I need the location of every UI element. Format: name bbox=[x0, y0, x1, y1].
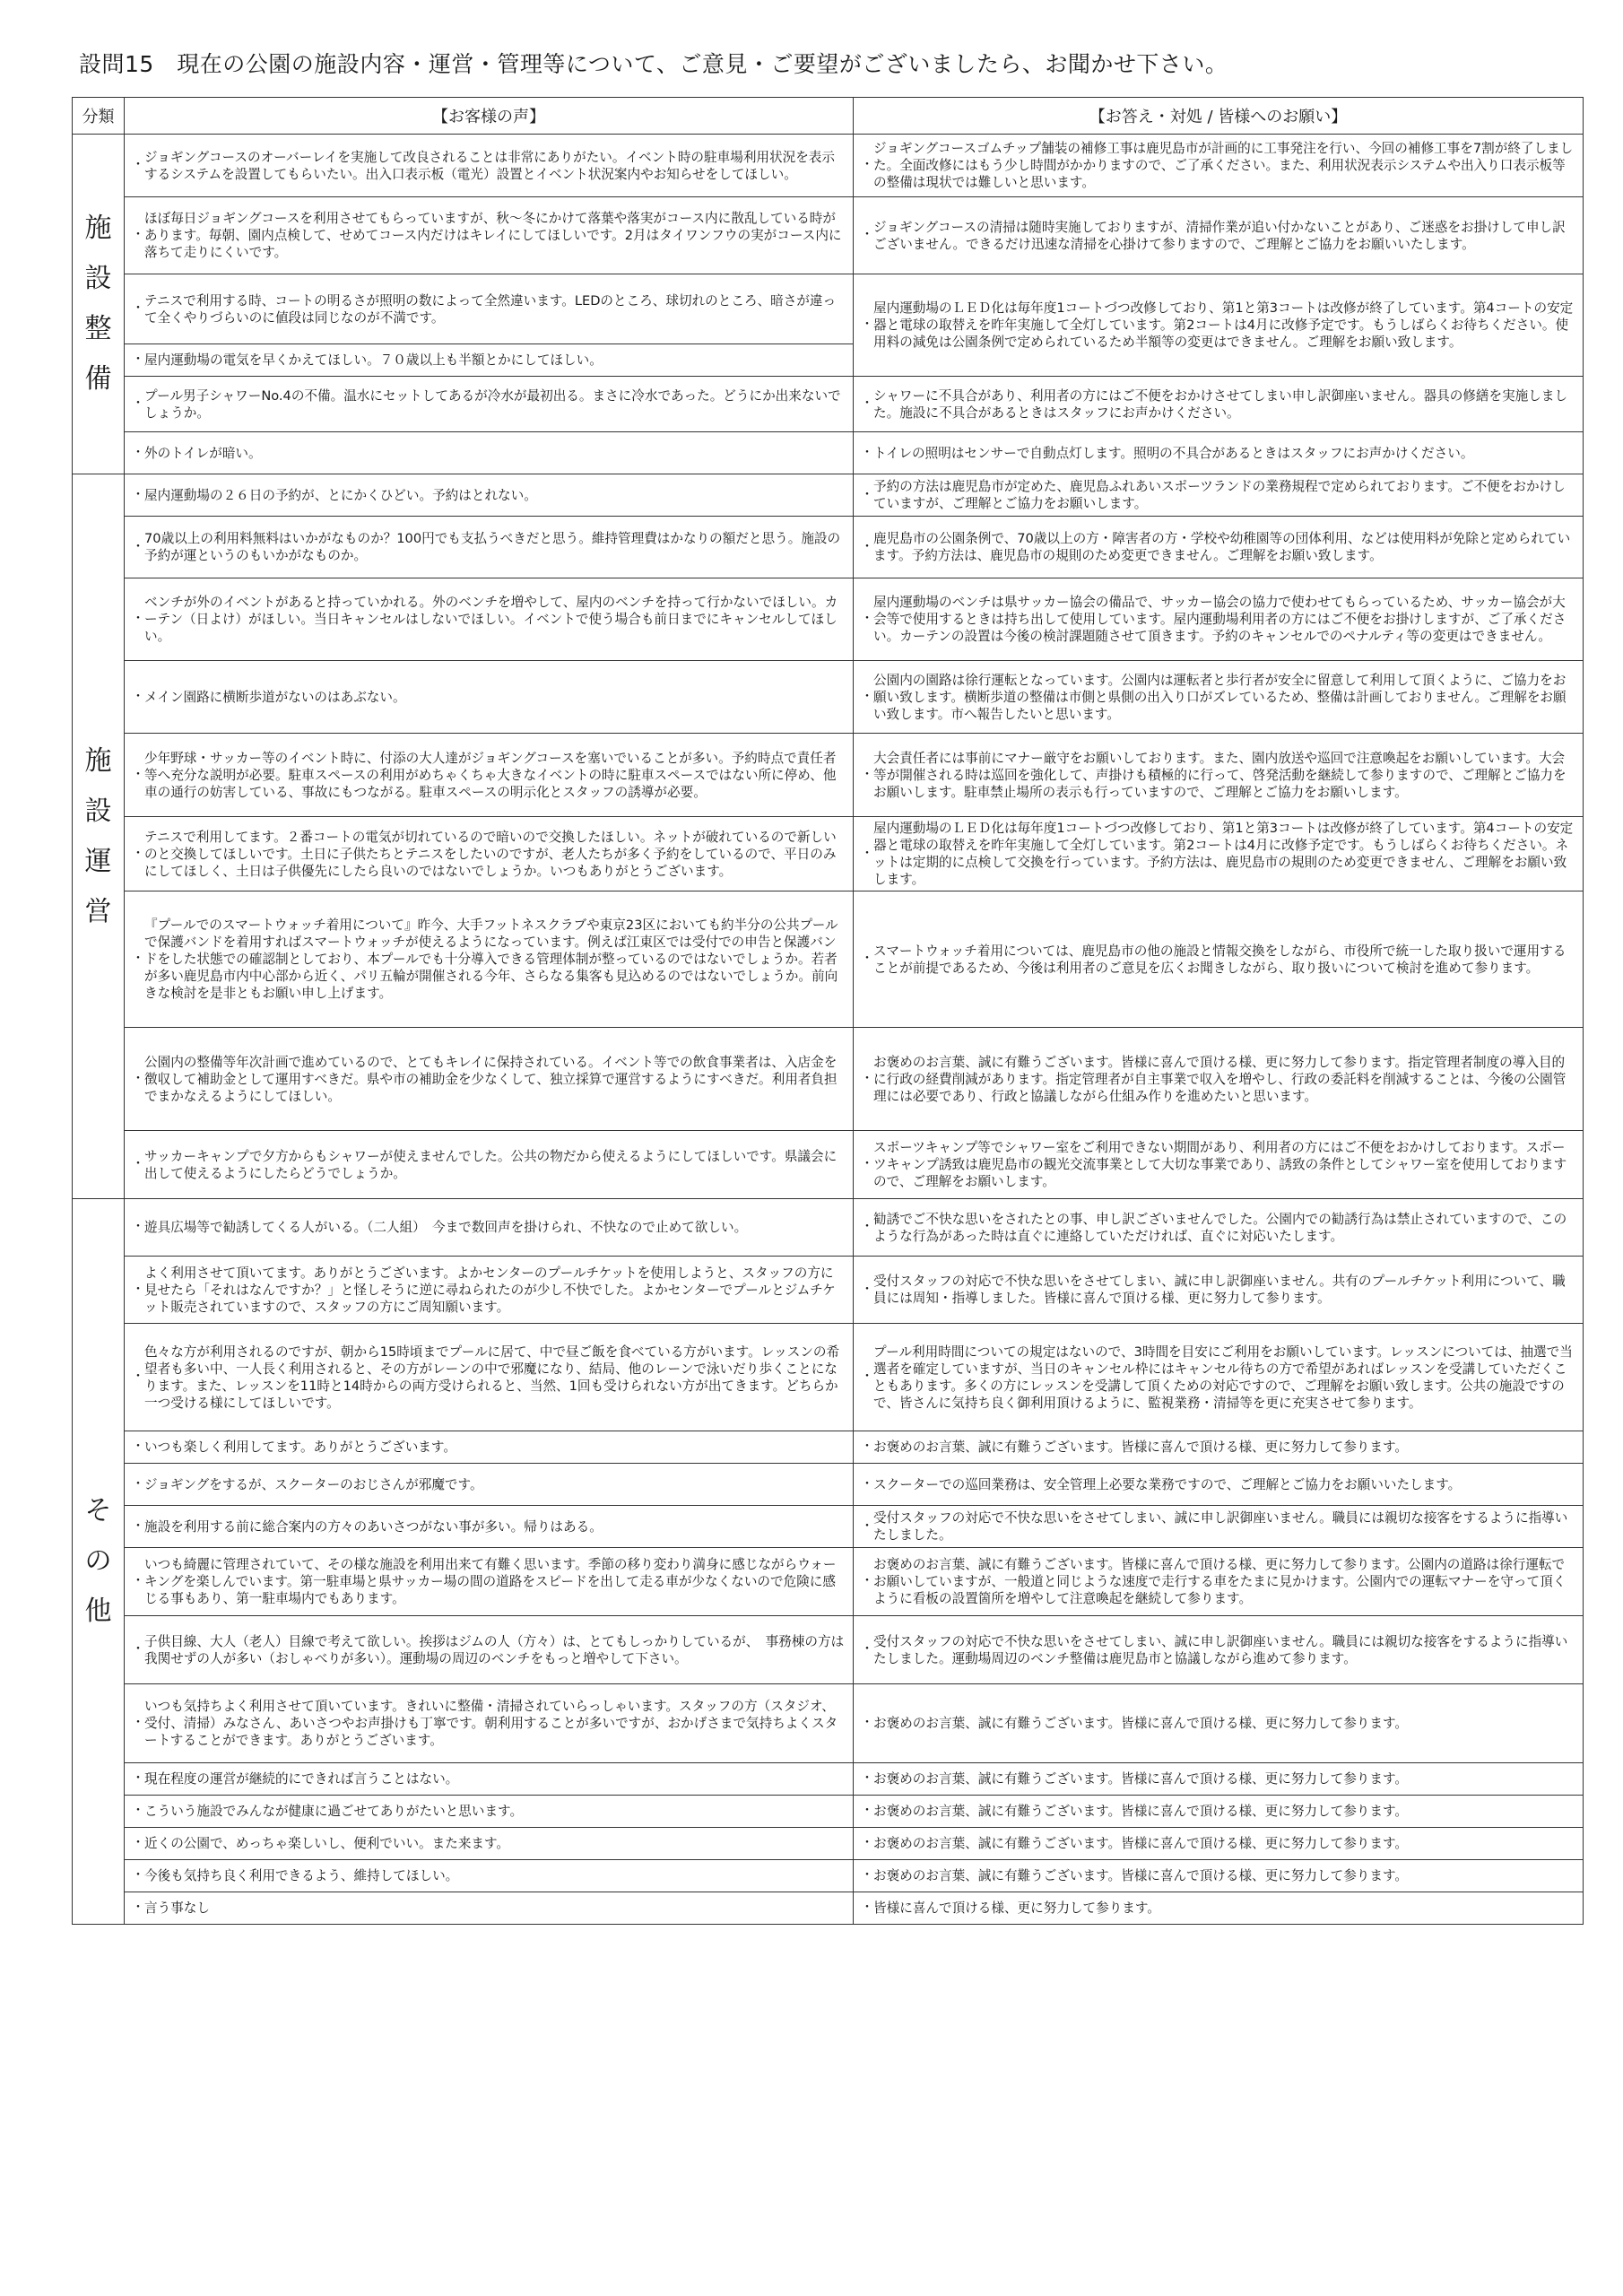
answer-cell bbox=[854, 1828, 1584, 1860]
bullet-mark: ・ bbox=[861, 846, 873, 861]
bullet-mark: ・ bbox=[132, 1220, 144, 1234]
customer-voice-text: こういう施設でみんなが健康に過ごせてありがたいと思います。 bbox=[144, 1804, 524, 1819]
table-row bbox=[73, 1796, 1584, 1828]
answer-cell bbox=[854, 661, 1584, 734]
bullet-mark: ・ bbox=[861, 689, 873, 704]
answer-text: トイレの照明はセンサーで自動点灯します。照明の不具合があるときはスタッフにお声かけください。 bbox=[873, 445, 1474, 461]
answer-text: お褒めのお言葉、誠に有難うございます。皆様に喜んで頂ける様、更に努力して参ります。 bbox=[873, 1868, 1409, 1883]
bullet-mark: ・ bbox=[861, 158, 873, 172]
voice-cell bbox=[125, 734, 854, 817]
answer-text: プール利用時間についての規定はないので、3時間を目安にご利用をお願いしています。レッスンについては、抽選で当選者を確定していますが、当日のキャンセル枠にはキャンセル待ちの方で希望があればレッスンを受講していただくこともあります。多くの方にレッスンを受講して頂くための対応ですので、ご理解をお願い致します。公共の施設ですので、皆さんに気持ち良く御利用頂けるように、監視業務・清掃等を更に充実させて参ります。 bbox=[873, 1344, 1573, 1411]
table-row bbox=[73, 1616, 1584, 1684]
table-row bbox=[73, 197, 1584, 274]
bullet-mark: ・ bbox=[861, 1900, 873, 1915]
bullet-mark: ・ bbox=[132, 487, 144, 502]
bullet-mark: ・ bbox=[861, 1642, 873, 1657]
header-answer: 【お答え・対処 / 皆様へのお願い】 bbox=[854, 98, 1584, 135]
answer-cell bbox=[854, 1028, 1584, 1131]
customer-voice-text: 今後も気持ち良く利用できるよう、維持してほしい。 bbox=[144, 1868, 459, 1883]
voice-cell bbox=[125, 1892, 854, 1925]
bullet-mark: ・ bbox=[132, 352, 144, 367]
page-title: 設問15 現在の公園の施設内容・運営・管理等について、ご意見・ご要望がございましたら、お聞かせ下さい。 bbox=[79, 51, 1228, 77]
header-voice: 【お客様の声】 bbox=[125, 98, 854, 135]
bullet-mark: ・ bbox=[861, 1439, 873, 1454]
table-row bbox=[73, 1892, 1584, 1925]
bullet-mark: ・ bbox=[132, 612, 144, 626]
table-row bbox=[73, 1860, 1584, 1892]
answer-cell bbox=[854, 891, 1584, 1028]
table-row bbox=[73, 817, 1584, 891]
answer-text: お褒めのお言葉、誠に有難うございます。皆様に喜んで頂ける様、更に努力して参ります。 bbox=[873, 1804, 1409, 1819]
customer-voice-text: ジョギングコースのオーバーレイを実施して改良されることは非常にありがたい。イベント時の駐車場利用状況を表示するシステムを設置してもらいたい。出入口表示板（電光）設置とイベント状況案内やお知らせをしてほしい。 bbox=[144, 149, 835, 182]
bullet-mark: ・ bbox=[132, 1804, 144, 1818]
bullet-mark: ・ bbox=[132, 1868, 144, 1883]
bullet-mark: ・ bbox=[861, 767, 873, 782]
answer-cell bbox=[854, 1892, 1584, 1925]
voice-cell bbox=[125, 1684, 854, 1763]
table-row bbox=[73, 1464, 1584, 1506]
bullet-mark: ・ bbox=[132, 846, 144, 861]
table-row bbox=[73, 1684, 1584, 1763]
answer-text: シャワーに不具合があり、利用者の方にはご不便をおかけさせてしまい申し訳御座いません。器具の修繕を実施しました。施設に不具合があるときはスタッフにお声かけください。 bbox=[873, 387, 1568, 421]
header-category: 分類 bbox=[73, 98, 125, 135]
voice-cell bbox=[125, 1257, 854, 1324]
customer-voice-text: 屋内運動場の電気を早くかえてほしい。７０歳以上も半額とかにしてほしい。 bbox=[144, 352, 603, 368]
bullet-mark: ・ bbox=[132, 301, 144, 316]
answer-text: 受付スタッフの対応で不快な思いをさせてしまい、誠に申し訳御座いません。職員には親切な接客をするように指導いたしました。 bbox=[873, 1510, 1568, 1543]
bullet-mark: ・ bbox=[132, 1518, 144, 1534]
bullet-mark: ・ bbox=[132, 1771, 144, 1786]
customer-voice-text: ベンチが外のイベントがあると持っていかれる。外のベンチを増やして、屋内のベンチを持って行かないでほしい。カーテン（日よけ）がほしい。当日キャンセルはしないでほしい。イベントで使う場合も前日までにキャンセルしてほしい。 bbox=[144, 595, 838, 644]
voice-cell bbox=[125, 1431, 854, 1464]
answer-cell bbox=[854, 474, 1584, 517]
customer-voice-text: 子供目線、大人（老人）目線で考えて欲しい。挨拶はジムの人（方々）は、とてもしっかりしているが、 事務棟の方は我関せずの人が多い（おしゃべりが多い）。運動場の周辺のベンチをもっと増やして下さい。 bbox=[144, 1633, 845, 1666]
bullet-mark: ・ bbox=[132, 1836, 144, 1850]
voice-cell bbox=[125, 1506, 854, 1548]
bullet-mark: ・ bbox=[132, 445, 144, 460]
customer-voice-text: 言う事なし bbox=[144, 1900, 210, 1916]
customer-voice-text: 遊具広場等で勧誘してくる人がいる。（二人組） 今まで数回声を掛けられ、不快なので止めて欲しい。 bbox=[144, 1220, 748, 1235]
bullet-mark: ・ bbox=[861, 1157, 873, 1171]
voice-cell bbox=[125, 1860, 854, 1892]
answer-cell bbox=[854, 1431, 1584, 1464]
customer-voice-text: プール男子シャワーNo.4の不備。温水にセットしてあるが冷水が最初出る。まさに冷水であった。どうにか出来ないでしょうか。 bbox=[144, 387, 841, 421]
voice-cell bbox=[125, 891, 854, 1028]
customer-voice-text: ほぼ毎日ジョギングコースを利用させてもらっていますが、秋～冬にかけて落葉や落実がコース内に散乱している時があります。毎朝、園内点検して、せめてコース内だけはキレイにしてほしいです。2月はタイワンフウの実がコース内に落ちて走りにくいです。 bbox=[144, 211, 842, 260]
voice-cell bbox=[125, 1028, 854, 1131]
bullet-mark: ・ bbox=[861, 1518, 873, 1534]
bullet-mark: ・ bbox=[861, 317, 873, 332]
category-cell bbox=[73, 135, 125, 474]
customer-voice-text: 現在程度の運営が継続的にできれば言うことはない。 bbox=[144, 1771, 459, 1787]
customer-voice-text: テニスで利用する時、コートの明るさが照明の数によって全然違います。LEDのところ、球切れのところ、暗さが違って全くやりづらいのに値段は同じなのが不満です。 bbox=[144, 292, 837, 326]
bullet-mark: ・ bbox=[861, 1370, 873, 1384]
bullet-mark: ・ bbox=[861, 952, 873, 966]
answer-cell bbox=[854, 578, 1584, 661]
bullet-mark: ・ bbox=[132, 1900, 144, 1915]
answer-text: 屋内運動場のＬＥＤ化は毎年度1コートづつ改修しており、第1と第3コートは改修が終了しています。第4コートの安定器と電球の取替えを昨年実施して全灯しています。第2コートは4月に改修予定です。もうしばらくお待ちください。ネットは定期的に点検して交換を行っています。予約方法は、鹿児島市の規則のため変更できません、ご理解をお願い致します。 bbox=[873, 821, 1574, 887]
answer-cell bbox=[854, 734, 1584, 817]
answer-text: お褒めのお言葉、誠に有難うございます。皆様に喜んで頂ける様、更に努力して参ります。公園内の道路は徐行運転でお願いしていますが、一般道と同じような速度で走行する車をたまに見かけます。公園内での運転マナーを守って頂くように看板の設置箇所を増やして注意喚起を継続して参ります。 bbox=[873, 1557, 1567, 1606]
customer-voice-text: ジョギングをするが、スクーターのおじさんが邪魔です。 bbox=[144, 1476, 483, 1492]
bullet-mark: ・ bbox=[132, 539, 144, 554]
bullet-mark: ・ bbox=[861, 612, 873, 626]
answer-text: 屋内運動場のＬＥＤ化は毎年度1コートづつ改修しており、第1と第3コートは改修が終了しています。第4コートの安定器と電球の取替えを昨年実施して全灯しています。第2コートは4月に改修予定です。もうしばらくお待ちください。使用料の減免は公園条例で定められているため半額等の変更はできません。ご理解をお願い致します。 bbox=[873, 300, 1574, 350]
answer-text: お褒めのお言葉、誠に有難うございます。皆様に喜んで頂ける様、更に努力して参ります。 bbox=[873, 1836, 1409, 1851]
bullet-mark: ・ bbox=[132, 689, 144, 704]
bullet-mark: ・ bbox=[861, 1071, 873, 1086]
customer-voice-text: 屋内運動場の２６日の予約が、とにかくひどい。予約はとれない。 bbox=[144, 487, 537, 503]
bullet-mark: ・ bbox=[132, 1476, 144, 1492]
bullet-mark: ・ bbox=[132, 158, 144, 172]
voice-cell bbox=[125, 661, 854, 734]
table-row bbox=[73, 1199, 1584, 1257]
answer-text: お褒めのお言葉、誠に有難うございます。皆様に喜んで頂ける様、更に努力して参ります。指定管理者制度の導入目的に行政の経費削減があります。指定管理者が自主事業で収入を増やし、行政の委託料を削減することは、今後の公園管理には必要であり、行政と協議しながら仕組み作りを進めたいと思います。 bbox=[873, 1054, 1567, 1104]
table-row bbox=[73, 1131, 1584, 1199]
table-row bbox=[73, 1431, 1584, 1464]
customer-voice-text: 色々な方が利用されるのですが、朝から15時頃までプールに居て、中で昼ご飯を食べている方がいます。レッスンの希望者も多い中、一人長く利用されると、その方がレーンの中で邪魔になり、結局、他のレーンで泳いだり歩くことになります。また、レッスンを11時と14時からの両方受けられると、当然、1回も受けられない方が出てきます。どちらか一つ受ける様にしてほしいです。 bbox=[144, 1344, 840, 1411]
answer-text: 予約の方法は鹿児島市が定めた、鹿児島ふれあいスポーツランドの業務規程で定められております。ご不便をおかけしていますが、ご理解とご協力をお願いします。 bbox=[873, 479, 1566, 511]
bullet-mark: ・ bbox=[132, 1716, 144, 1730]
bullet-mark: ・ bbox=[861, 1836, 873, 1850]
bullet-mark: ・ bbox=[132, 1282, 144, 1297]
table-row bbox=[73, 1828, 1584, 1860]
answer-cell bbox=[854, 1684, 1584, 1763]
answer-cell bbox=[854, 197, 1584, 274]
customer-voice-text: いつも綺麗に管理されていて、その様な施設を利用出来て有難く思います。季節の移り変わり満身に感じながらウォーキングを楽しんでいます。第一駐車場と県サッカー場の間の道路をスピードを出して走る車が少なくないので危険に感じる事もあり、第一駐車場内でもあります。 bbox=[144, 1557, 837, 1606]
bullet-mark: ・ bbox=[861, 1220, 873, 1234]
bullet-mark: ・ bbox=[861, 228, 873, 242]
table-row bbox=[73, 1763, 1584, 1796]
answer-text: 皆様に喜んで頂ける様、更に努力して参ります。 bbox=[873, 1900, 1160, 1916]
bullet-mark: ・ bbox=[861, 539, 873, 554]
answer-cell bbox=[854, 1257, 1584, 1324]
answer-cell bbox=[854, 1548, 1584, 1616]
answer-cell bbox=[854, 1796, 1584, 1828]
table-body bbox=[73, 135, 1584, 1925]
answer-text: 受付スタッフの対応で不快な思いをさせてしまい、誠に申し訳御座いません。共有のプールチケット利用について、職員には周知・指導しました。皆様に喜んで頂ける様、更に努力して参ります。 bbox=[873, 1274, 1566, 1306]
category-cell bbox=[73, 1199, 125, 1925]
answer-cell bbox=[854, 1860, 1584, 1892]
answer-cell bbox=[854, 1131, 1584, 1199]
bullet-mark: ・ bbox=[132, 1370, 144, 1384]
bullet-mark: ・ bbox=[132, 1157, 144, 1171]
answer-text: 勧誘でご不快な思いをされたとの事、申し訳ございませんでした。公園内での勧誘行為は禁止されていますので、このような行為があった時は直ぐに連絡していただければ、直ぐに対応いたします。 bbox=[873, 1211, 1567, 1244]
customer-voice-text: 70歳以上の利用料無料はいかがなものか？100円でも支払うべきだと思う。維持管理費はかなりの額だと思う。施設の予約が運というのもいかがなものか。 bbox=[144, 531, 841, 563]
bullet-mark: ・ bbox=[132, 1439, 144, 1454]
table-row bbox=[73, 1028, 1584, 1131]
bullet-mark: ・ bbox=[861, 1716, 873, 1730]
table-row bbox=[73, 474, 1584, 517]
bullet-mark: ・ bbox=[132, 228, 144, 242]
answer-text: ジョギングコースの清掃は随時実施しておりますが、清掃作業が追い付かないことがあり、ご迷惑をお掛けして申し訳ございません。できるだけ迅速な清掃を心掛けて参りますので、ご理解とご協力をお願いいたします。 bbox=[873, 219, 1566, 252]
voice-cell bbox=[125, 578, 854, 661]
customer-voice-text: いつも楽しく利用してます。ありがとうございます。 bbox=[144, 1439, 456, 1455]
table-row bbox=[73, 517, 1584, 578]
voice-cell bbox=[125, 1464, 854, 1506]
answer-cell bbox=[854, 1616, 1584, 1684]
voice-cell bbox=[125, 1796, 854, 1828]
bullet-mark: ・ bbox=[861, 1476, 873, 1492]
table-row bbox=[73, 891, 1584, 1028]
customer-voice-text: メイン園路に横断歩道がないのはあぶない。 bbox=[144, 689, 406, 705]
bullet-mark: ・ bbox=[132, 396, 144, 411]
bullet-mark: ・ bbox=[132, 1071, 144, 1086]
customer-voice-text: サッカーキャンプで夕方からもシャワーが使えませんでした。公共の物だから使えるようにしてほしいです。県議会に出して使えるようにしたらどうでしょうか。 bbox=[144, 1148, 838, 1181]
customer-voice-text: 近くの公園で、めっちゃ楽しいし、便利でいい。また来ます。 bbox=[144, 1836, 510, 1851]
table-row bbox=[73, 274, 1584, 344]
voice-cell bbox=[125, 1616, 854, 1684]
survey-table bbox=[72, 97, 1584, 1925]
bullet-mark: ・ bbox=[132, 767, 144, 782]
answer-text: スポーツキャンプ等でシャワー室をご利用できない期間があり、利用者の方にはご不便をおかけしております。スポーツキャンプ誘致は鹿児島市の観光交流事業として大切な事業であり、誘致の条件としてシャワー室を使用しておりますので、ご理解をお願いします。 bbox=[873, 1140, 1567, 1189]
answer-cell bbox=[854, 432, 1584, 474]
category-cell bbox=[73, 474, 125, 1199]
answer-text: スマートウォッチ着用については、鹿児島市の他の施設と情報交換をしながら、市役所で統一した取り扱いで運用することが前提であるため、今後は利用者のご意見を広くお聞きしながら、取り扱いについて検討を進めて参ります。 bbox=[873, 943, 1567, 976]
bullet-mark: ・ bbox=[861, 1282, 873, 1297]
answer-cell bbox=[854, 274, 1584, 377]
bullet-mark: ・ bbox=[132, 952, 144, 966]
bullet-mark: ・ bbox=[861, 487, 873, 502]
voice-cell bbox=[125, 1763, 854, 1796]
bullet-mark: ・ bbox=[861, 1574, 873, 1588]
table-row bbox=[73, 1324, 1584, 1431]
voice-cell bbox=[125, 1828, 854, 1860]
answer-text: 大会責任者には事前にマナー厳守をお願いしております。また、園内放送や巡回で注意喚起をお願いしています。大会等が開催される時は巡回を強化して、声掛けも積極的に行って、啓発活動を継続して参りますので、ご理解とご協力をお願いします。駐車禁止場所の表示も行っていますので、ご理解とご協力をお願いします。 bbox=[873, 750, 1567, 800]
bullet-mark: ・ bbox=[132, 1574, 144, 1588]
table-header-row bbox=[73, 98, 1584, 135]
answer-text: 公園内の園路は徐行運転となっています。公園内は運転者と歩行者が安全に留意して利用して頂くように、ご協力をお願い致します。横断歩道の整備は市側と県側の出入り口がズレているため、整備は計画しておりません。ご理解をお願い致します。市へ報告したいと思います。 bbox=[873, 672, 1567, 722]
voice-cell bbox=[125, 1199, 854, 1257]
voice-cell bbox=[125, 1324, 854, 1431]
table-row bbox=[73, 1257, 1584, 1324]
bullet-mark: ・ bbox=[861, 1771, 873, 1786]
customer-voice-text: テニスで利用してます。２番コートの電気が切れているので暗いので交換したほしい。ネットが破れているので新しいのと交換してほしいです。土日に子供たちとテニスをしたいのですが、老人たちが多く予約をしているので、平日のみにしてほしく、土日は子供優先にしたら良いのではないでしょうか。いつもありがとうございます。 bbox=[144, 829, 837, 879]
answer-cell bbox=[854, 1506, 1584, 1548]
answer-text: お褒めのお言葉、誠に有難うございます。皆様に喜んで頂ける様、更に努力して参ります。 bbox=[873, 1771, 1409, 1787]
voice-cell bbox=[125, 817, 854, 891]
answer-text: 鹿児島市の公園条例で、70歳以上の方・障害者の方・学校や幼稚園等の団体利用、などは使用料が免除と定められています。予約方法は、鹿児島市の規則のため変更できません。ご理解をお願い致します。 bbox=[873, 531, 1571, 563]
customer-voice-text: 公園内の整備等年次計画で進めているので、とてもキレイに保持されている。イベント等での飲食事業者は、入店金を徴収して補助金として運用すべきだ。県や市の補助金を少なくして、独立採算で運営するようにすべきだ。利用者負担でまかなえるようにしてほしい。 bbox=[144, 1054, 838, 1104]
table-row bbox=[73, 1548, 1584, 1616]
voice-cell bbox=[125, 135, 854, 197]
answer-cell bbox=[854, 1324, 1584, 1431]
answer-cell bbox=[854, 817, 1584, 891]
voice-cell bbox=[125, 1548, 854, 1616]
answer-text: 受付スタッフの対応で不快な思いをさせてしまい、誠に申し訳御座いません。職員には親切な接客をするように指導いたしました。運動場周辺のベンチ整備は鹿児島市と協議しながら進めて参ります。 bbox=[873, 1633, 1568, 1666]
answer-text: お褒めのお言葉、誠に有難うございます。皆様に喜んで頂ける様、更に努力して参ります。 bbox=[873, 1716, 1409, 1731]
bullet-mark: ・ bbox=[861, 396, 873, 411]
voice-cell bbox=[125, 1131, 854, 1199]
answer-cell bbox=[854, 1464, 1584, 1506]
table-row bbox=[73, 377, 1584, 432]
answer-text: ジョギングコースゴムチップ舗装の補修工事は鹿児島市が計画的に工事発注を行い、今回の補修工事を7割が終了しました。全面改修にはもう少し時間がかかりますので、ご了承ください。また、利用状況表示システムや出入り口表示板等の整備は現状では難しいと思います。 bbox=[873, 141, 1574, 190]
customer-voice-text: 『プールでのスマートウォッチ着用について』昨今、大手フットネスクラブや東京23区においても約半分の公共プールで保護バンドを着用すればスマートウォッチが使えるようになっています。例えば江東区では受付での申告と保護バンドをした状態での確認制としており、本プールでも十分導入できる管理体制が整っているのではないでしょうか。若者が多い鹿児島市内中心部から近く、パリ五輪が開催される今年、さらなる集客も見込めるのではないでしょうか。前向きな検討を是非ともお願い申し上げます。 bbox=[144, 918, 838, 1001]
answer-cell bbox=[854, 135, 1584, 197]
category-label: その他 bbox=[84, 1495, 112, 1627]
table-row bbox=[73, 661, 1584, 734]
bullet-mark: ・ bbox=[861, 445, 873, 460]
bullet-mark: ・ bbox=[861, 1804, 873, 1818]
table-row bbox=[73, 135, 1584, 197]
customer-voice-text: よく利用させて頂いてます。ありがとうございます。よかセンターのプールチケットを使用しようと、スタッフの方に見せたら「それはなんですか？」と怪しそうに逆に尋ねられたのが少し不快でした。よかセンターでプールとジムチケット販売されていますので、スタッフの方にご周知願います。 bbox=[144, 1265, 836, 1315]
customer-voice-text: 少年野球・サッカー等のイベント時に、付添の大人達がジョギングコースを塞いでいることが多い。予約時点で責任者等へ充分な説明が必要。駐車スペースの利用がめちゃくちゃ大きなイベントの時に駐車スペースではない所に停め、他車の通行の妨害している、事故にもつながる。駐車スペースの明示化とスタッフの誘導が必要。 bbox=[144, 750, 837, 800]
table-row bbox=[73, 1506, 1584, 1548]
voice-cell bbox=[125, 432, 854, 474]
customer-voice-text: 施設を利用する前に総合案内の方々のあいさつがない事が多い。帰りはある。 bbox=[144, 1518, 603, 1535]
voice-cell bbox=[125, 344, 854, 377]
category-label: 施設整備 bbox=[84, 213, 112, 395]
voice-cell bbox=[125, 377, 854, 432]
answer-text: 屋内運動場のベンチは県サッカー協会の備品で、サッカー協会の協力で使わせてもらっているため、サッカー協会が大会等で使用するときは持ち出して使用しています。屋内運動場利用者の方にはご不便をお掛けしますが、ご了承ください。カーテンの設置は今後の検討課題随させて頂きます。予約のキャンセルでのペナルティ等の変更はできません。 bbox=[873, 595, 1567, 644]
table-row bbox=[73, 432, 1584, 474]
customer-voice-text: いつも気持ちよく利用させて頂いています。きれいに整備・清掃されていらっしゃいます。スタッフの方（スタジオ、受付、清掃）みなさん、あいさつやお声掛けも丁寧です。朝利用することが多いですが、おかげさまで気持ちよくスタートすることができます。ありがとうございます。 bbox=[144, 1699, 838, 1748]
voice-cell bbox=[125, 274, 854, 344]
customer-voice-text: 外のトイレが暗い。 bbox=[144, 445, 262, 461]
bullet-mark: ・ bbox=[132, 1642, 144, 1657]
category-label: 施設運営 bbox=[84, 744, 112, 927]
answer-cell bbox=[854, 517, 1584, 578]
bullet-mark: ・ bbox=[861, 1868, 873, 1883]
voice-cell bbox=[125, 517, 854, 578]
answer-cell bbox=[854, 1763, 1584, 1796]
table-row bbox=[73, 578, 1584, 661]
answer-cell bbox=[854, 377, 1584, 432]
table-row bbox=[73, 734, 1584, 817]
answer-cell bbox=[854, 1199, 1584, 1257]
voice-cell bbox=[125, 474, 854, 517]
answer-text: スクーターでの巡回業務は、安全管理上必要な業務ですので、ご理解とご協力をお願いいたします。 bbox=[873, 1476, 1462, 1492]
answer-text: お褒めのお言葉、誠に有難うございます。皆様に喜んで頂ける様、更に努力して参ります。 bbox=[873, 1439, 1409, 1455]
voice-cell bbox=[125, 197, 854, 274]
